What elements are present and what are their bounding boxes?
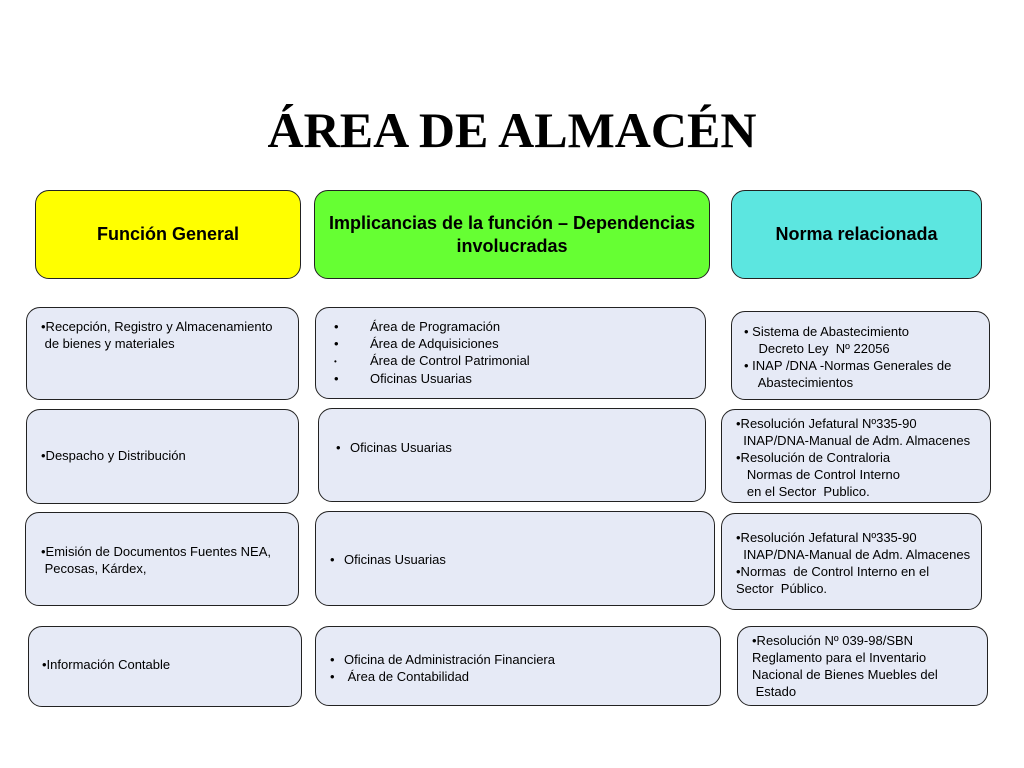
implications-cell-3: [315, 511, 715, 606]
norm-line: •Resolución Jefatural Nº335-90: [736, 416, 917, 431]
norm-line: •Normas de Control Interno en el: [736, 564, 930, 579]
norm-cell-3: [721, 513, 982, 610]
norm-line: • Sistema de Abastecimiento: [744, 324, 909, 339]
header-norma-relacionada: [731, 190, 982, 279]
norm-line: •Resolución Nº 039-98/SBN: [752, 633, 914, 648]
implications-cell-4: [315, 626, 721, 706]
norm-cell-4: [737, 626, 988, 706]
function-line: •Despacho y Distribución: [41, 448, 186, 463]
page-title: ÁREA DE ALMACÉN: [267, 102, 757, 158]
list-item: • Oficinas Usuarias: [330, 552, 446, 567]
implications-cell-1: [315, 307, 706, 399]
header-funcion-general: [35, 190, 301, 279]
list-item: • Oficina de Administración Financiera: [330, 652, 555, 667]
function-line: •Información Contable: [42, 657, 171, 672]
function-cell-1: [26, 307, 299, 400]
header-label: Función General: [96, 224, 240, 244]
function-cell-3: [25, 512, 299, 606]
implications-cell-2: [318, 408, 706, 502]
function-line: •Emisión de Documentos Fuentes NEA,: [41, 544, 271, 559]
norm-line: •Resolución de Contraloria: [736, 450, 891, 465]
norm-line: •Resolución Jefatural Nº335-90: [736, 530, 917, 545]
norm-line: Estado: [752, 684, 797, 699]
implications-list: [330, 651, 712, 685]
norm-line: Sector Público.: [736, 581, 828, 596]
norm-line: • INAP /DNA -Normas Generales de: [744, 358, 952, 373]
norm-line: Reglamento para el Inventario: [752, 650, 927, 665]
function-cell-4: [28, 626, 302, 707]
list-item: • Oficinas Usuarias: [336, 440, 452, 455]
function-line: de bienes y materiales: [41, 336, 175, 351]
function-line: Pecosas, Kárdex,: [41, 561, 147, 576]
implications-list: [334, 318, 697, 387]
norm-line: Nacional de Bienes Muebles del: [752, 667, 938, 682]
header-implicancias: [314, 190, 710, 279]
list-item: • Área de Programación: [334, 319, 501, 334]
list-item: • Área de Contabilidad: [330, 669, 470, 684]
implications-list: [336, 439, 697, 456]
function-line: •Recepción, Registro y Almacenamiento: [41, 319, 273, 334]
norm-line: en el Sector Publico.: [736, 484, 870, 499]
norm-line: INAP/DNA-Manual de Adm. Almacenes: [736, 433, 971, 448]
header-label: Implicancias de la función – Dependencias involucradas: [328, 212, 696, 256]
header-label: Norma relacionada: [775, 224, 938, 244]
norm-line: Abastecimientos: [744, 375, 854, 390]
norm-line: Decreto Ley Nº 22056: [744, 341, 890, 356]
function-cell-2: [26, 409, 299, 504]
list-item: • Oficinas Usuarias: [334, 371, 472, 387]
list-item: • Área de Control Patrimonial: [334, 353, 530, 368]
norm-line: Normas de Control Interno: [736, 467, 901, 482]
norm-cell-2: [721, 409, 991, 503]
norm-cell-1: [731, 311, 990, 400]
list-item: • Área de Adquisiciones: [334, 336, 499, 351]
implications-list: [330, 551, 706, 568]
norm-line: INAP/DNA-Manual de Adm. Almacenes: [736, 547, 971, 562]
